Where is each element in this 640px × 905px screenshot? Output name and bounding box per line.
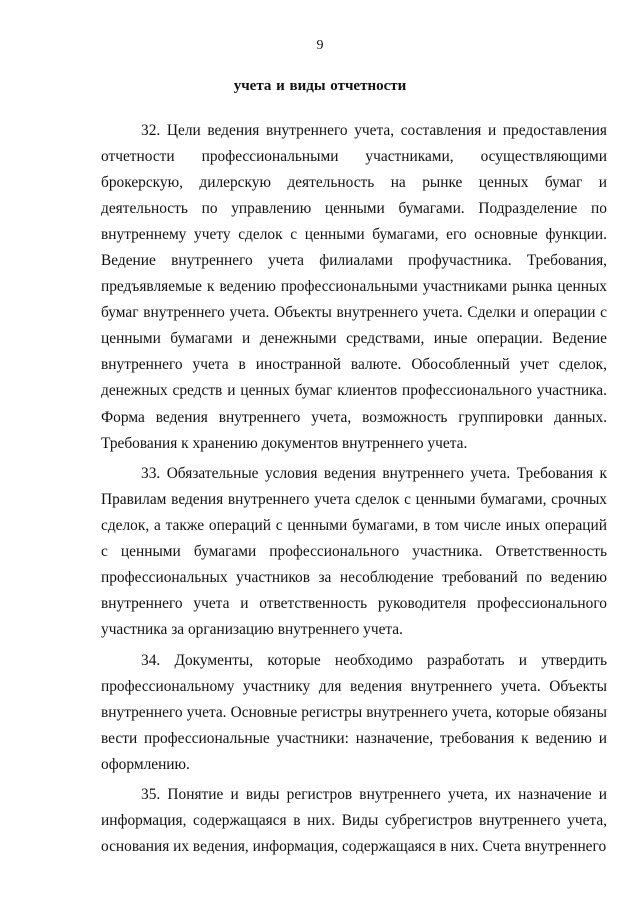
page-number: 9 — [316, 38, 324, 53]
paragraph-33: 33. Обязательные условия ведения внутреннего учета. Требования к Правилам ведения внутреннего учета сделок с ценными бумагами, срочных сделок, а также операций с ценными бумагами, в том числе иных операций с ценными бумагами профессионального участника. Ответственность профессиональных участников за несоблюдение требований по ведению внутреннего учета и ответственность руководителя профессионального участника за организацию внутреннего учета. — [101, 464, 607, 639]
paragraph-35: 35. Понятие и виды регистров внутреннего учета, их назначение и информация, содержащаяся в них. Виды субрегистров внутреннего учета, основания их ведения, информация, содержащаяся в них. Счета внутреннего — [101, 786, 607, 856]
paragraph-34: 34. Документы, которые необходимо разработать и утвердить профессиональному участнику для ведения внутреннего учета. Объекты внутреннего учета. Основные регистры внутреннего учета, которые обязаны вести профессиональные участники: назначение, требования к ведению и оформлению. — [101, 651, 607, 773]
paragraph-32: 32. Цели ведения внутреннего учета, составления и предоставления отчетности профессиональными участниками, осуществляющими брокерскую, дилерскую деятельность на рынке ценных бумаг и деятельность по управлению ценными бумагами. Подразделение по внутреннему учету сделок с ценными бумагами, его основные функции. Ведение внутреннего учета филиалами профучастника. Требования, предъявляемые к ведению профессиональными участниками рынка ценных бумаг внутреннего учета. Объекты внутреннего учета. Сделки и операции с ценными бумагами и денежными средствами, иные операции. Ведение внутреннего учета в иностранной валюте. Обособленный учет сделок, денежных средств и ценных бумаг клиентов профессионального участника. Форма ведения внутреннего учета, возможность группировки данных. Требования к хранению документов внутреннего учета. — [101, 122, 607, 452]
document-body — [101, 118, 607, 865]
section-heading: учета и виды отчетности — [233, 78, 407, 94]
